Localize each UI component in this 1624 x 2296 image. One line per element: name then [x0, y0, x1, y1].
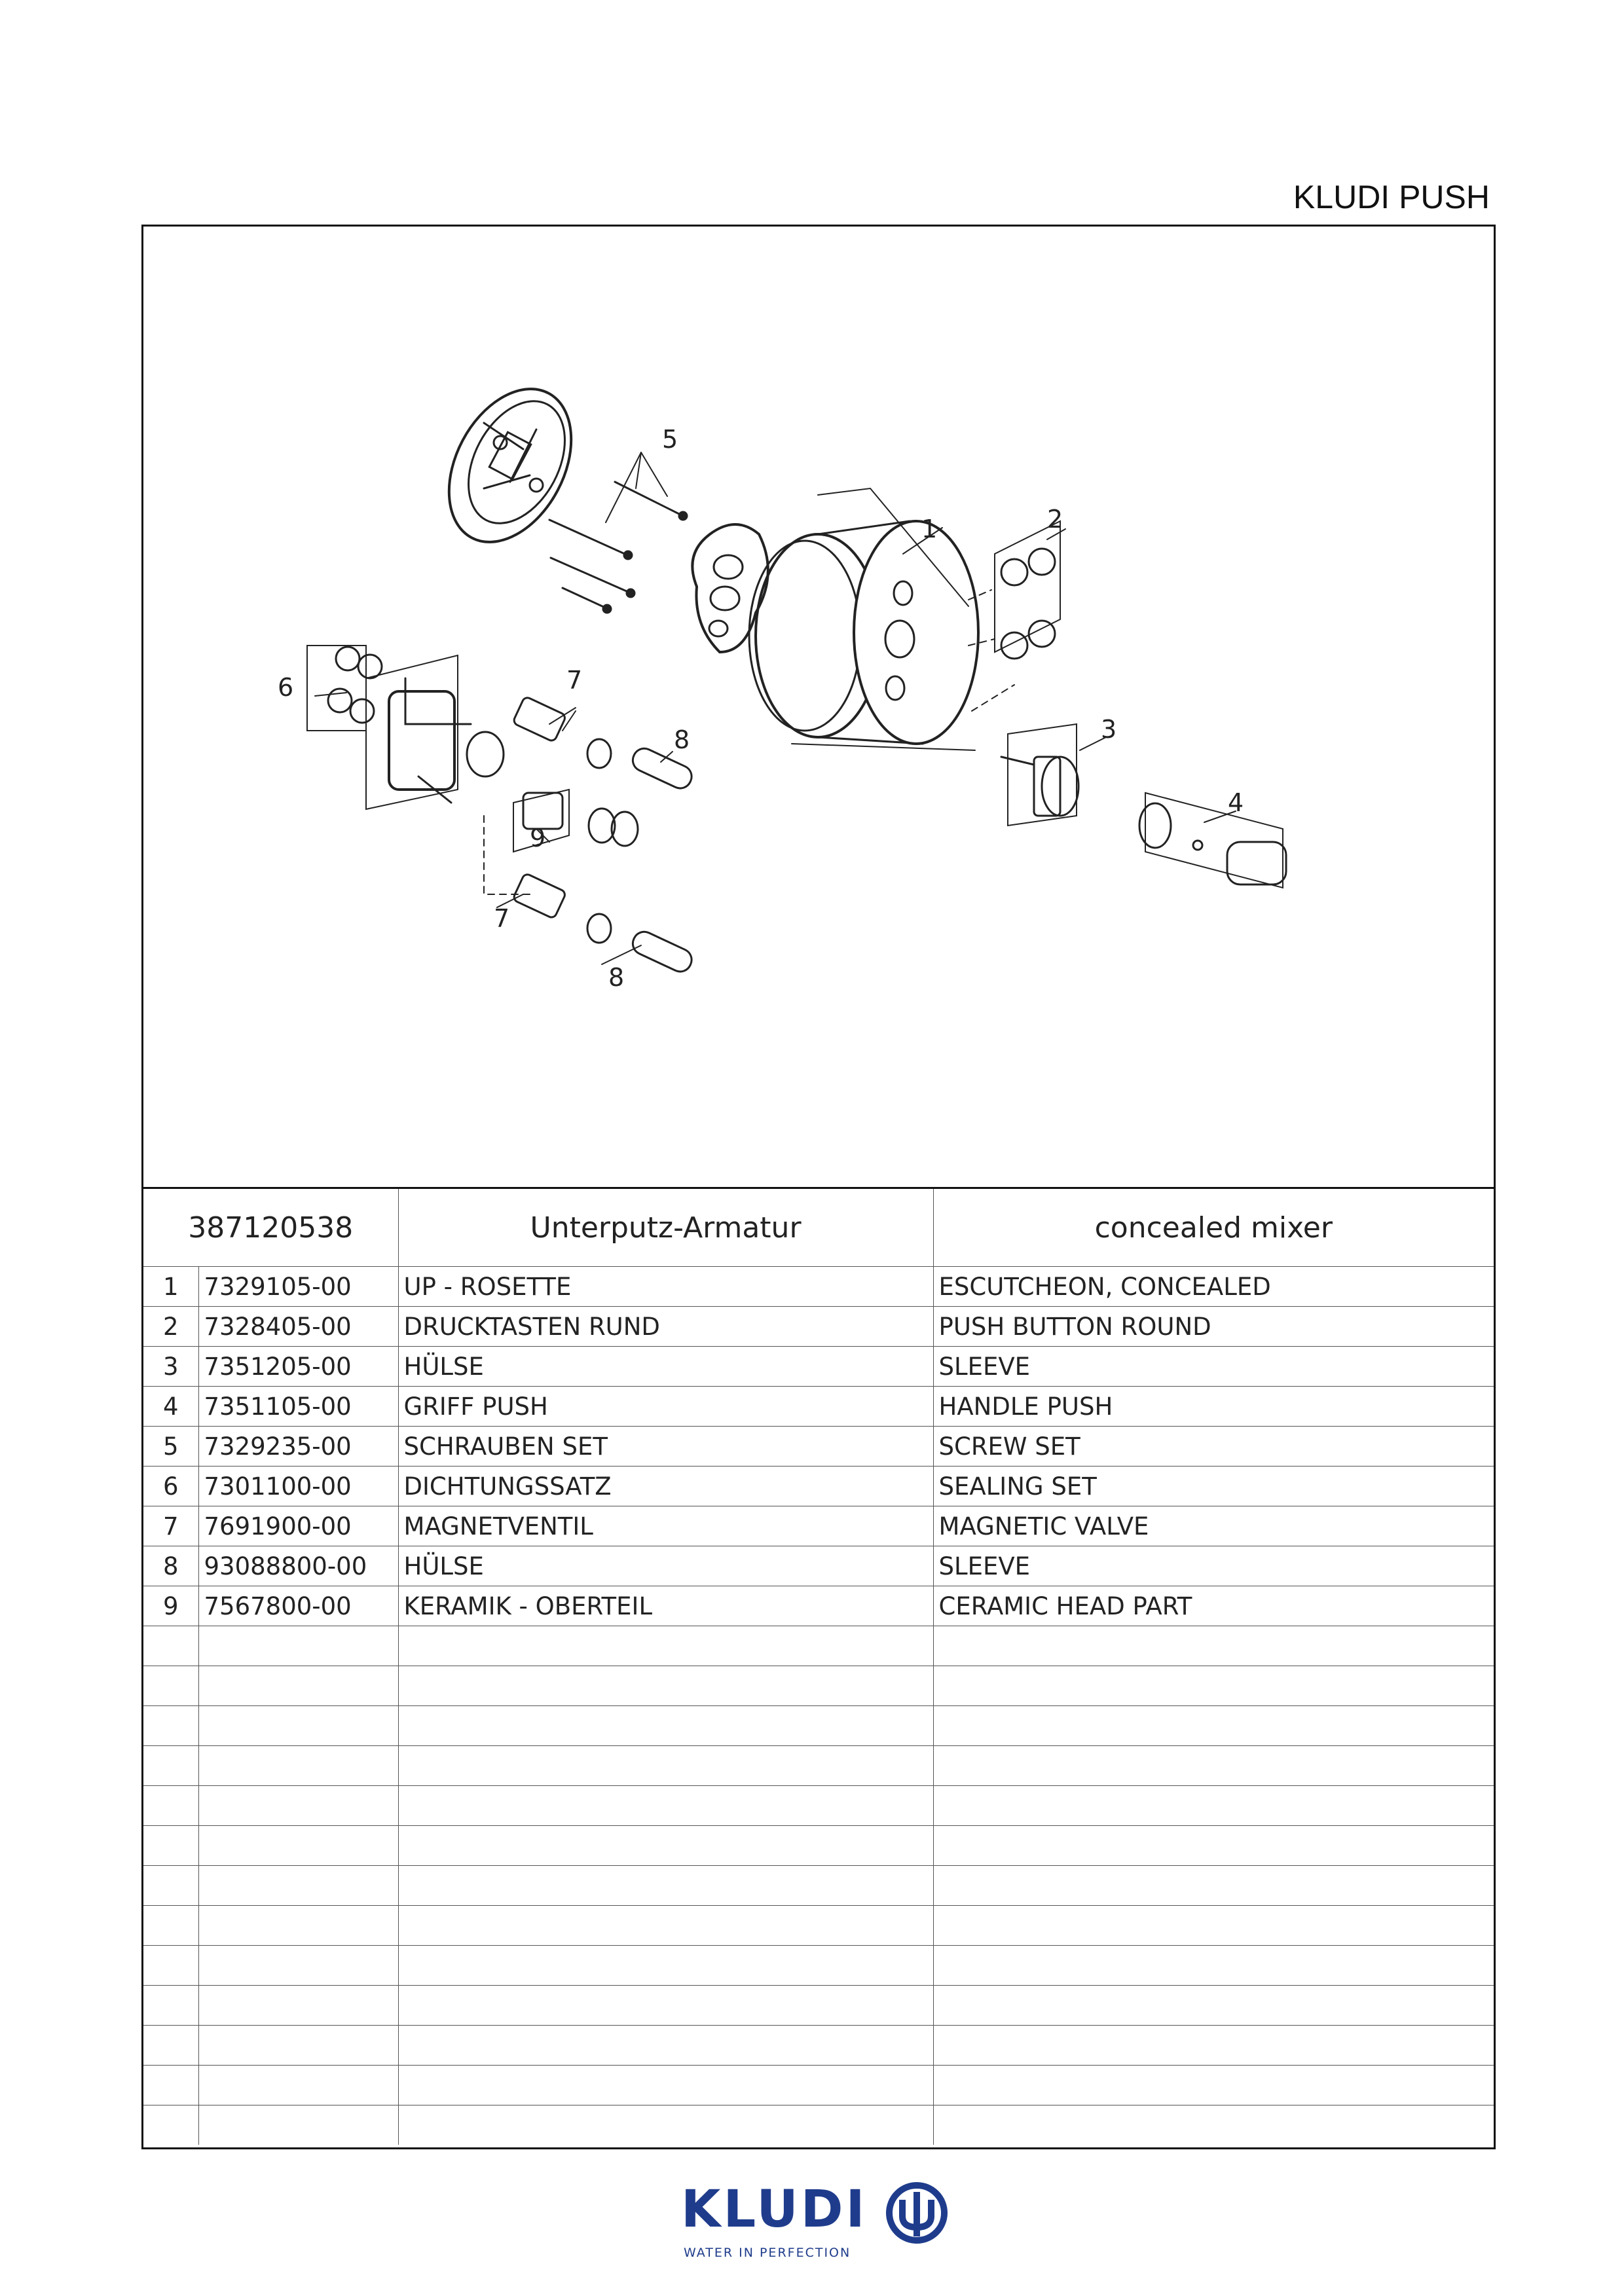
- item-number: [143, 2066, 198, 2105]
- description-en: [933, 1946, 1494, 1986]
- description-en: [933, 1746, 1494, 1786]
- valve-body: [366, 655, 504, 809]
- exploded-view-svg: [143, 227, 1494, 1189]
- table-row: [143, 2066, 1494, 2105]
- push-buttons: [969, 521, 1060, 711]
- callout-8-top: 8: [674, 725, 690, 754]
- description-de: [398, 1946, 933, 1986]
- callout-9: 9: [530, 824, 546, 852]
- part-number: 7328405-00: [198, 1307, 398, 1347]
- exploded-view-drawing: [143, 227, 1494, 1189]
- description-de: SCHRAUBEN SET: [398, 1427, 933, 1467]
- description-de: [398, 1906, 933, 1946]
- description-en: [933, 1666, 1494, 1706]
- item-number: 4: [143, 1387, 198, 1427]
- part-number: [198, 1746, 398, 1786]
- table-row: [143, 1467, 1494, 1506]
- description-de: [398, 1626, 933, 1666]
- item-number: 3: [143, 1347, 198, 1387]
- item-number: [143, 1986, 198, 2026]
- parts-body: [143, 1267, 1494, 2145]
- ceramic-head-part: [484, 790, 569, 894]
- drawing-frame: [141, 225, 1496, 2149]
- description-en: CERAMIC HEAD PART: [933, 1586, 1494, 1626]
- table-row: [143, 1506, 1494, 1546]
- item-number: [143, 1746, 198, 1786]
- sealing-set: [307, 646, 382, 731]
- item-number: [143, 2026, 198, 2066]
- part-number: 7351105-00: [198, 1387, 398, 1427]
- part-number: 93088800-00: [198, 1546, 398, 1586]
- table-row: [143, 1706, 1494, 1746]
- table-row: [143, 1427, 1494, 1467]
- callout-5: 5: [662, 425, 678, 454]
- description-en: [933, 1826, 1494, 1866]
- table-row: [143, 1866, 1494, 1906]
- description-en: [933, 2026, 1494, 2066]
- description-de: DICHTUNGSSATZ: [398, 1467, 933, 1506]
- parts-table: [143, 1187, 1494, 2145]
- item-number: 5: [143, 1427, 198, 1467]
- sleeve-large: [1001, 724, 1079, 826]
- part-number: [198, 1866, 398, 1906]
- escutcheon: [749, 488, 978, 750]
- description-en: [933, 1866, 1494, 1906]
- table-header: [143, 1188, 1494, 1267]
- item-number: [143, 1626, 198, 1666]
- description-en: PUSH BUTTON ROUND: [933, 1307, 1494, 1347]
- table-row: [143, 1586, 1494, 1626]
- item-number: [143, 1666, 198, 1706]
- screw-set: [549, 452, 687, 613]
- part-number: [198, 1946, 398, 1986]
- mounting-plate: [424, 368, 596, 563]
- sleeves-small: [629, 745, 695, 975]
- part-number: [198, 1706, 398, 1746]
- callout-7-top: 7: [566, 666, 583, 695]
- description-de: [398, 1826, 933, 1866]
- description-en: SCREW SET: [933, 1427, 1494, 1467]
- description-en: SLEEVE: [933, 1546, 1494, 1586]
- callout-7-bottom: 7: [494, 904, 510, 933]
- part-number: 7301100-00: [198, 1467, 398, 1506]
- description-en: [933, 2105, 1494, 2145]
- logo-tagline: WATER IN PERFECTION: [684, 2246, 851, 2260]
- description-en: [933, 1626, 1494, 1666]
- item-number: 1: [143, 1267, 198, 1307]
- table-row: [143, 1786, 1494, 1826]
- page-title: KLUDI PUSH: [1293, 179, 1490, 215]
- description-de: [398, 2066, 933, 2105]
- part-number: 7691900-00: [198, 1506, 398, 1546]
- description-de: [398, 1786, 933, 1826]
- table-row: [143, 1986, 1494, 2026]
- description-en: SLEEVE: [933, 1347, 1494, 1387]
- item-number: [143, 1866, 198, 1906]
- part-number: [198, 1906, 398, 1946]
- item-number: 6: [143, 1467, 198, 1506]
- description-de: DRUCKTASTEN RUND: [398, 1307, 933, 1347]
- part-number: [198, 1626, 398, 1666]
- description-en: [933, 1986, 1494, 2026]
- kludi-wave-icon: [877, 2180, 956, 2246]
- article-number: 387120538: [143, 1188, 398, 1267]
- description-en: MAGNETIC VALVE: [933, 1506, 1494, 1546]
- description-en: ESCUTCHEON, CONCEALED: [933, 1267, 1494, 1307]
- description-de: [398, 1666, 933, 1706]
- description-de: [398, 1746, 933, 1786]
- handle: [1139, 793, 1286, 888]
- description-de: KERAMIK - OBERTEIL: [398, 1586, 933, 1626]
- item-number: [143, 2105, 198, 2145]
- description-en: [933, 1906, 1494, 1946]
- table-row: [143, 1387, 1494, 1427]
- item-number: [143, 1706, 198, 1746]
- description-en: HANDLE PUSH: [933, 1387, 1494, 1427]
- description-de: [398, 1866, 933, 1906]
- part-number: 7329235-00: [198, 1427, 398, 1467]
- description-de: UP - ROSETTE: [398, 1267, 933, 1307]
- small-nuts: [587, 739, 638, 943]
- kludi-logo: [681, 2180, 956, 2265]
- part-number: 7567800-00: [198, 1586, 398, 1626]
- item-number: 9: [143, 1586, 198, 1626]
- description-en: [933, 2066, 1494, 2105]
- description-de: [398, 1986, 933, 2026]
- product-name-en: concealed mixer: [933, 1188, 1494, 1267]
- part-number: [198, 2066, 398, 2105]
- part-number: [198, 1986, 398, 2026]
- table-row: [143, 2105, 1494, 2145]
- callout-4: 4: [1228, 788, 1244, 817]
- magnetic-valves: [513, 696, 576, 919]
- table-row: [143, 1546, 1494, 1586]
- table-row: [143, 1666, 1494, 1706]
- description-en: [933, 1706, 1494, 1746]
- table-row: [143, 1267, 1494, 1307]
- item-number: 2: [143, 1307, 198, 1347]
- callout-8-bottom: 8: [608, 963, 625, 992]
- description-de: [398, 2026, 933, 2066]
- part-number: [198, 2105, 398, 2145]
- part-number: [198, 1826, 398, 1866]
- part-number: 7329105-00: [198, 1267, 398, 1307]
- part-number: [198, 1666, 398, 1706]
- table-row: [143, 1626, 1494, 1666]
- part-number: [198, 2026, 398, 2066]
- description-de: [398, 2105, 933, 2145]
- description-de: [398, 1706, 933, 1746]
- callout-6: 6: [278, 673, 294, 702]
- table-row: [143, 1307, 1494, 1347]
- description-en: [933, 1786, 1494, 1826]
- table-row: [143, 1826, 1494, 1866]
- logo-wordmark: KLUDI: [681, 2180, 868, 2239]
- item-number: [143, 1826, 198, 1866]
- callout-3: 3: [1101, 715, 1117, 744]
- item-number: 7: [143, 1506, 198, 1546]
- callout-labels: [278, 425, 1244, 992]
- table-row: [143, 1906, 1494, 1946]
- table-row: [143, 1347, 1494, 1387]
- callout-2: 2: [1047, 505, 1063, 534]
- callout-1: 1: [921, 515, 938, 543]
- callout-leaders: [315, 528, 1236, 964]
- part-number: [198, 1786, 398, 1826]
- item-number: 8: [143, 1546, 198, 1586]
- description-de: HÜLSE: [398, 1546, 933, 1586]
- description-de: MAGNETVENTIL: [398, 1506, 933, 1546]
- table-row: [143, 1946, 1494, 1986]
- description-de: HÜLSE: [398, 1347, 933, 1387]
- description-en: SEALING SET: [933, 1467, 1494, 1506]
- table-row: [143, 1746, 1494, 1786]
- item-number: [143, 1906, 198, 1946]
- product-name-de: Unterputz-Armatur: [398, 1188, 933, 1267]
- item-number: [143, 1786, 198, 1826]
- item-number: [143, 1946, 198, 1986]
- description-de: GRIFF PUSH: [398, 1387, 933, 1427]
- part-number: 7351205-00: [198, 1347, 398, 1387]
- table-row: [143, 2026, 1494, 2066]
